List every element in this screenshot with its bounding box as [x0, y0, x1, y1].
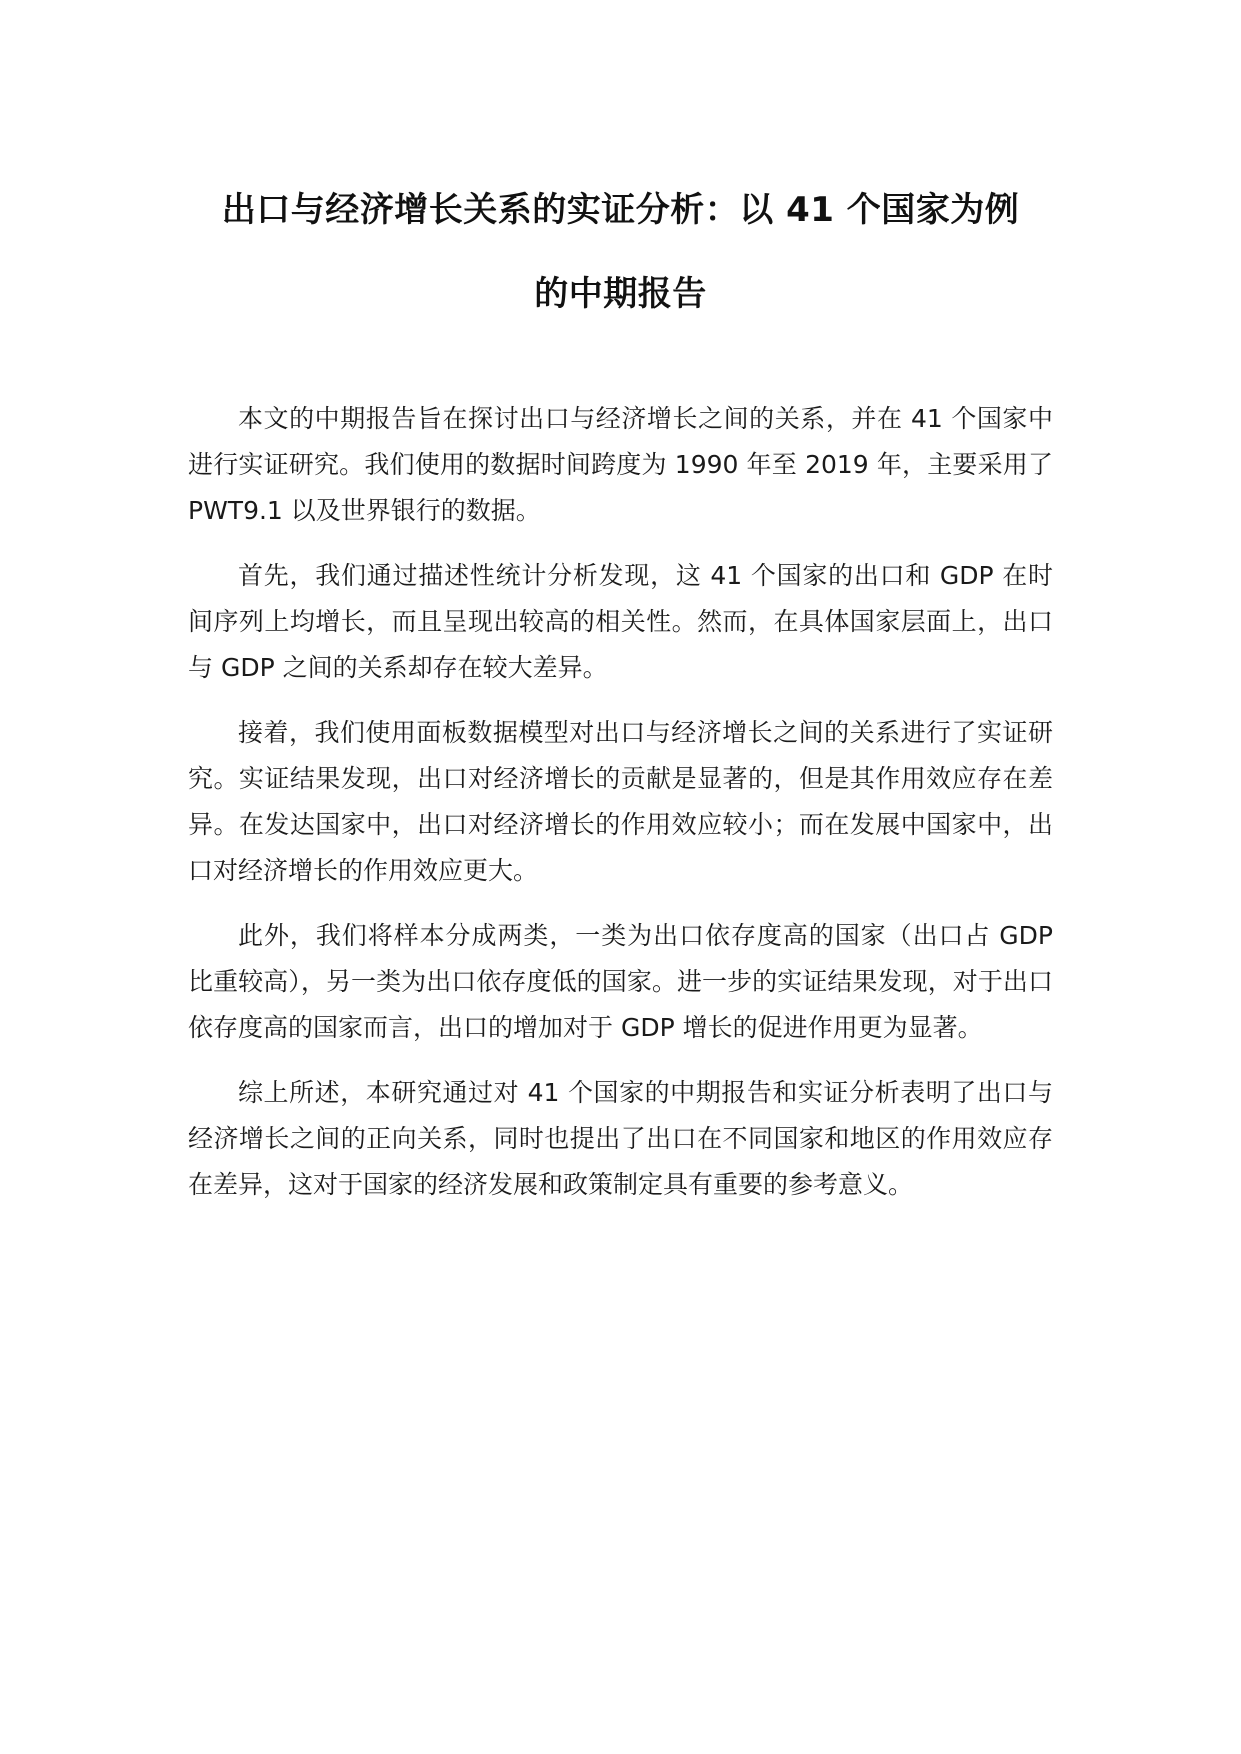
- paragraph-descriptive-stats: 首先，我们通过描述性统计分析发现，这 41 个国家的出口和 GDP 在时间序列上均增长，而且呈现出较高的相关性。然而，在具体国家层面上，出口与 GDP 之间的关系却存在较大差异。: [188, 561, 1053, 682]
- paragraph-intro: 本文的中期报告旨在探讨出口与经济增长之间的关系，并在 41 个国家中进行实证研究。我们使用的数据时间跨度为 1990 年至 2019 年，主要采用了 PWT9.1 以及世界银行的数据。: [188, 404, 1053, 525]
- document-title: [188, 168, 1053, 336]
- paragraph-export-dependence: 此外，我们将样本分成两类，一类为出口依存度高的国家（出口占 GDP 比重较高），另一类为出口依存度低的国家。进一步的实证结果发现，对于出口依存度高的国家而言，出口的增加对于 GDP 增长的促进作用更为显著。: [188, 921, 1053, 1042]
- document-body: [188, 396, 1053, 1208]
- paragraph-panel-model: 接着，我们使用面板数据模型对出口与经济增长之间的关系进行了实证研究。实证结果发现，出口对经济增长的贡献是显著的，但是其作用效应存在差异。在发达国家中，出口对经济增长的作用效应较小；而在发展中国家中，出口对经济增长的作用效应更大。: [188, 718, 1053, 885]
- title-line-1: 出口与经济增长关系的实证分析：以 41 个国家为例: [221, 190, 1020, 230]
- title-line-2: 的中期报告: [534, 274, 707, 314]
- paragraph-conclusion: 综上所述，本研究通过对 41 个国家的中期报告和实证分析表明了出口与经济增长之间的正向关系，同时也提出了出口在不同国家和地区的作用效应存在差异，这对于国家的经济发展和政策制定具有重要的参考意义。: [188, 1078, 1053, 1199]
